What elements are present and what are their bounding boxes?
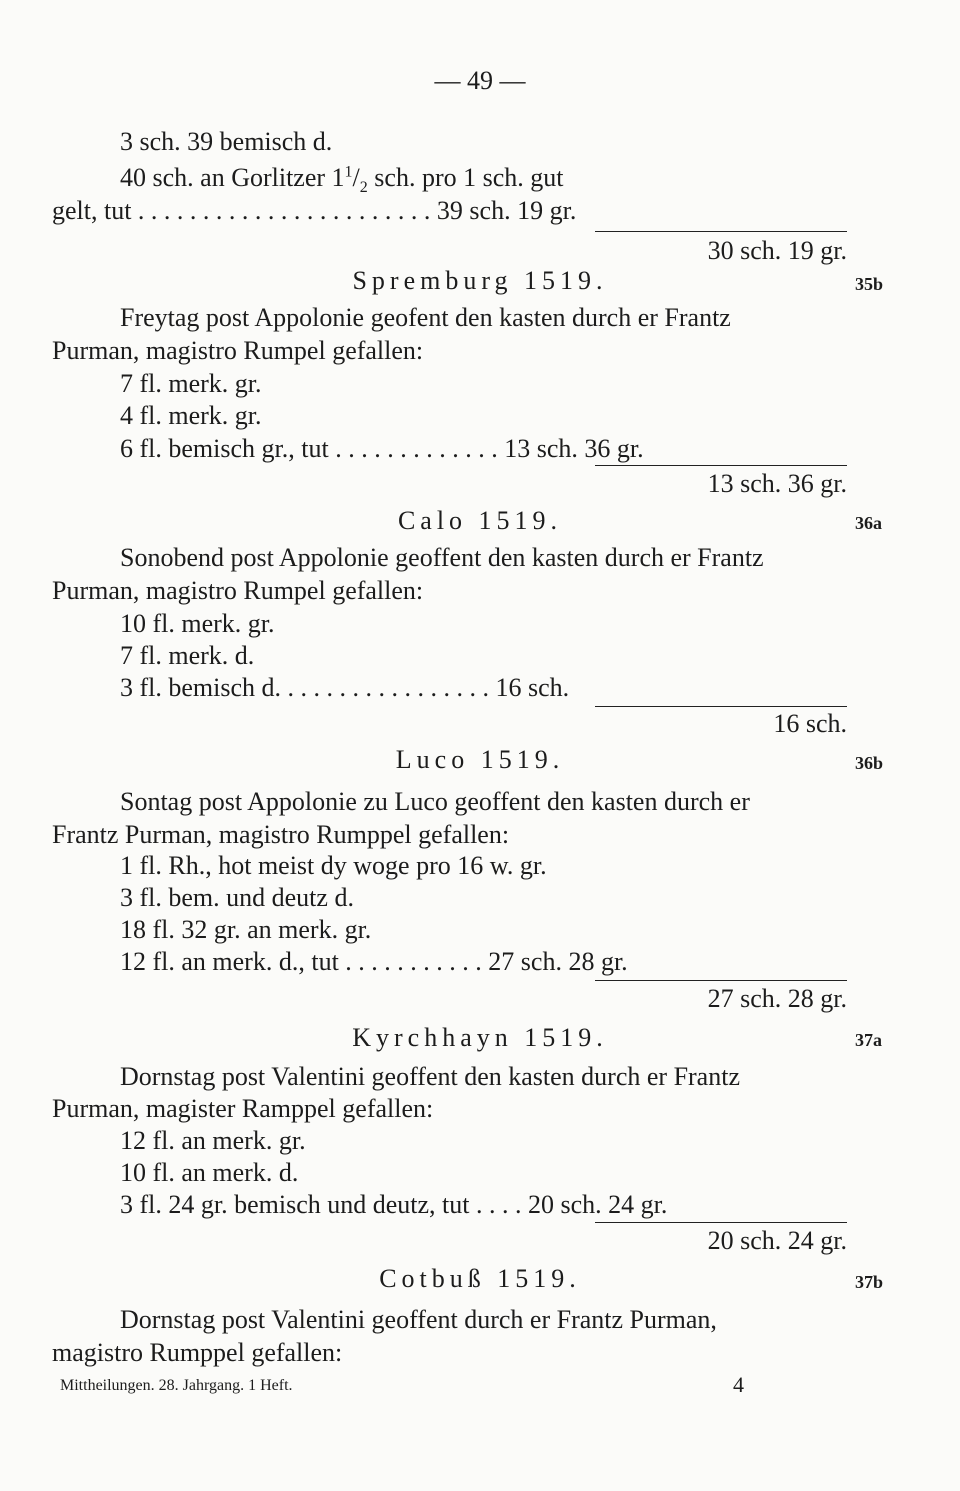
sum-rule [595,706,847,707]
text-line: Purman, magistro Rumpel gefallen: [52,336,424,365]
sum-rule [595,980,847,981]
total-amount: 13 sch. 36 gr. [707,469,847,498]
text-line: Dornstag post Valentini geoffent den kasten durch er Frantz [120,1062,740,1091]
sum-rule [595,231,847,232]
signature-mark: 4 [733,1372,744,1397]
text-line: magistro Rumppel gefallen: [52,1338,343,1367]
margin-note: 36a [855,513,882,533]
ledger-line: 6 fl. bemisch gr., tut . . . . . . . . . . . . . 13 sch. 36 gr. [120,434,644,463]
total-amount: 27 sch. 28 gr. [707,984,847,1013]
item-line: 1 fl. Rh., hot meist dy woge pro 16 w. gr. [120,851,547,880]
text-line: 40 sch. an Gorlitzer $1^1/_2$ sch. pro 1 sch. gut [120,163,564,197]
section-heading: Luco 1519. [395,745,565,774]
page-number: — 49 — [434,66,526,95]
text-line: Sontag post Appolonie zu Luco geoffent den kasten durch er [120,787,750,816]
margin-note: 37a [855,1030,882,1050]
item-line: 10 fl. an merk. d. [120,1158,299,1187]
text-line: 3 sch. 39 bemisch d. [120,127,333,156]
text-line: Purman, magister Ramppel gefallen: [52,1094,434,1123]
journal-footer: Mittheilungen. 28. Jahrgang. 1 Heft. [60,1377,293,1394]
section-heading: Cotbuß 1519. [379,1264,581,1293]
item-line: 12 fl. an merk. gr. [120,1126,306,1155]
total-amount: 30 sch. 19 gr. [707,236,847,265]
section-heading: Calo 1519. [397,506,563,535]
margin-note: 35b [855,274,884,294]
total-amount: 16 sch. [773,709,847,738]
sum-rule [595,1222,847,1223]
section-heading: Kyrchhayn 1519. [352,1023,608,1052]
ledger-line: gelt, tut . . . . . . . . . . . . . . . . . . . . . . . 39 sch. 19 gr. [52,196,577,225]
item-line: 10 fl. merk. gr. [120,609,275,638]
item-line: 18 fl. 32 gr. an merk. gr. [120,915,372,944]
total-amount: 20 sch. 24 gr. [707,1226,847,1255]
item-line: 3 fl. bem. und deutz d. [120,883,354,912]
text-line: Freytag post Appolonie geofent den kasten durch er Frantz [120,303,731,332]
text-line: Dornstag post Valentini geoffent durch er Frantz Purman, [120,1305,717,1334]
section-heading: Spremburg 1519. [352,266,608,295]
margin-note: 37b [855,1272,884,1292]
ledger-line: 3 fl. 24 gr. bemisch und deutz, tut . . . . 20 sch. 24 gr. [120,1190,668,1219]
margin-note: 36b [855,753,884,773]
text-line: Frantz Purman, magistro Rumppel gefallen: [52,820,510,849]
sum-rule [595,465,847,466]
item-line: 4 fl. merk. gr. [120,401,262,430]
text-line: Purman, magistro Rumpel gefallen: [52,576,424,605]
item-line: 7 fl. merk. gr. [120,369,262,398]
item-line: 7 fl. merk. d. [120,641,255,670]
ledger-line: 3 fl. bemisch d. . . . . . . . . . . . . . . . . 16 sch. [120,673,570,702]
ledger-line: 12 fl. an merk. d., tut . . . . . . . . . . . 27 sch. 28 gr. [120,947,628,976]
text-line: Sonobend post Appolonie geoffent den kasten durch er Frantz [120,543,764,572]
